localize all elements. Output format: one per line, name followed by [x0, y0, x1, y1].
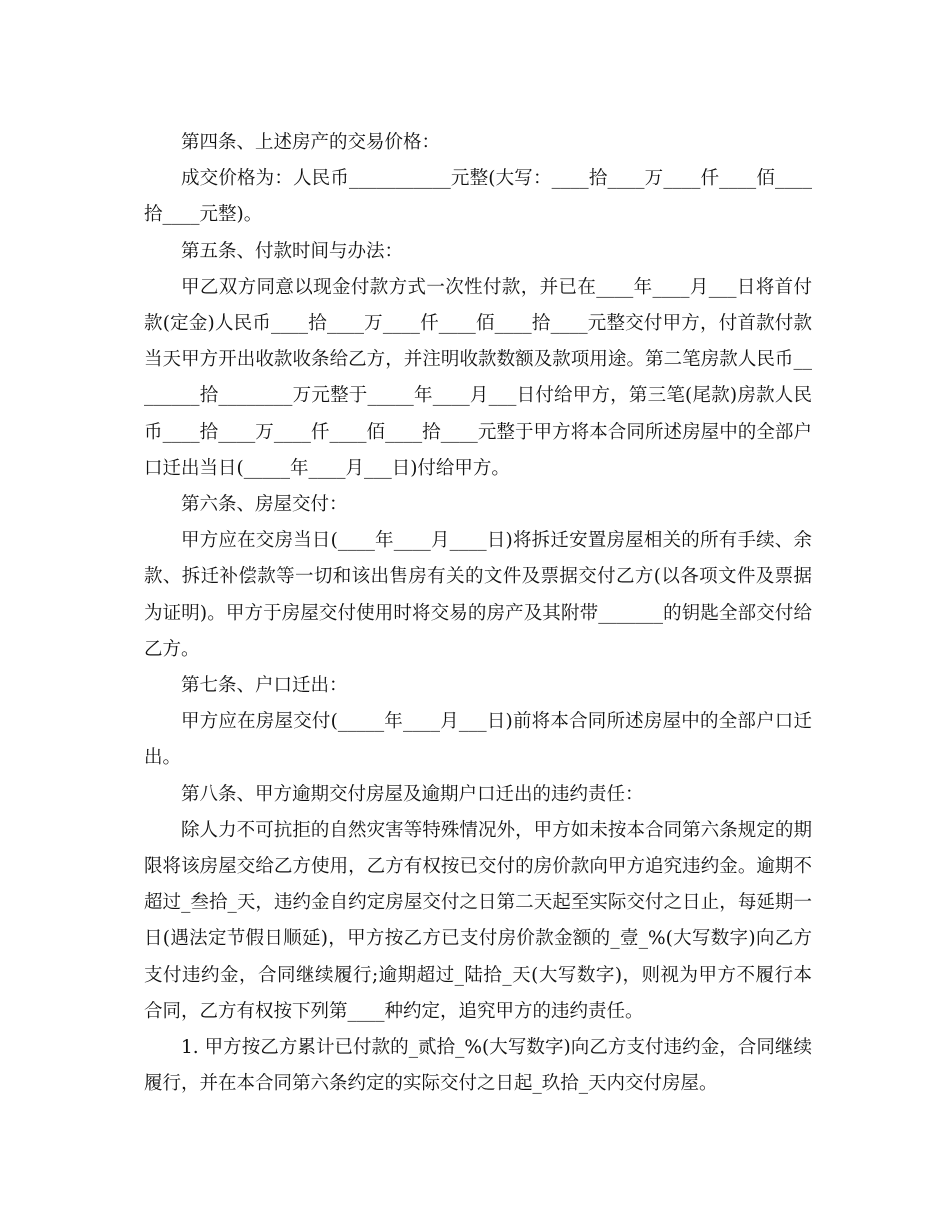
article-4-price: 成交价格为：人民币___________元整(大写：____拾____万____仟____佰____拾____元整)。 — [144, 168, 812, 226]
article-6-heading: 第六条、房屋交付： — [181, 494, 348, 516]
article-4-heading: 第四条、上述房产的交易价格： — [181, 132, 441, 153]
article-8-heading: 第八条、甲方逾期交付房屋及逾期户口迁出的违约责任： — [181, 783, 644, 805]
article-7-heading: 第七条、户口迁出： — [181, 675, 348, 697]
article-5-payment: 甲乙双方同意以现金付款方式一次性付款，并已在____年____月___日将首付款(定金)人民币____拾____万____仟____佰____拾____元整交付甲方，付首款付款当天甲方开出收款收条给乙方，并注明收款数额及款项用途。第二笔房款人民币________拾________万元整于_____年____月___日付给甲方，第三笔(尾款)房款人民币____拾____万____仟____佰____拾____元整于甲方将本合同所述房屋中的全部户口迁出当日(_____年____月___日)付给甲方。 — [144, 276, 812, 479]
article-8-liability: 除人力不可抗拒的自然灾害等特殊情况外，甲方如未按本合同第六条规定的期限将该房屋交给乙方使用，乙方有权按已交付的房价款向甲方追究违约金。逾期不超过_叁拾_天，违约金自约定房屋交付之日第二天起至实际交付之日止，每延期一日(遇法定节假日顺延)，甲方按乙方已支付房价款金额的_壹_%(大写数字)向乙方支付违约金，合同继续履行;逾期超过_陆拾_天(大写数字)，则视为甲方不履行本合同，乙方有权按下列第____种约定，追究甲方的违约责任。 — [144, 819, 812, 1022]
article-7-household: 甲方应在房屋交付(_____年____月___日)前将本合同所述房屋中的全部户口迁出。 — [144, 711, 812, 769]
article-8-clause-1: 1. 甲方按乙方累计已付款的_贰拾_%(大写数字)向乙方支付违约金，合同继续履行，并在本合同第六条约定的实际交付之日起_玖拾_天内交付房屋。 — [144, 1037, 812, 1095]
article-6-delivery: 甲方应在交房当日(____年____月____日)将拆迁安置房屋相关的所有手续、余款、拆迁补偿款等一切和该出售房有关的文件及票据交付乙方(以各项文件及票据为证明)。甲方于房屋交付使用时将交易的房产及其附带_______的钥匙全部交付给乙方。 — [144, 530, 812, 660]
contract-body — [144, 125, 812, 1102]
article-5-heading: 第五条、付款时间与办法： — [181, 240, 404, 262]
